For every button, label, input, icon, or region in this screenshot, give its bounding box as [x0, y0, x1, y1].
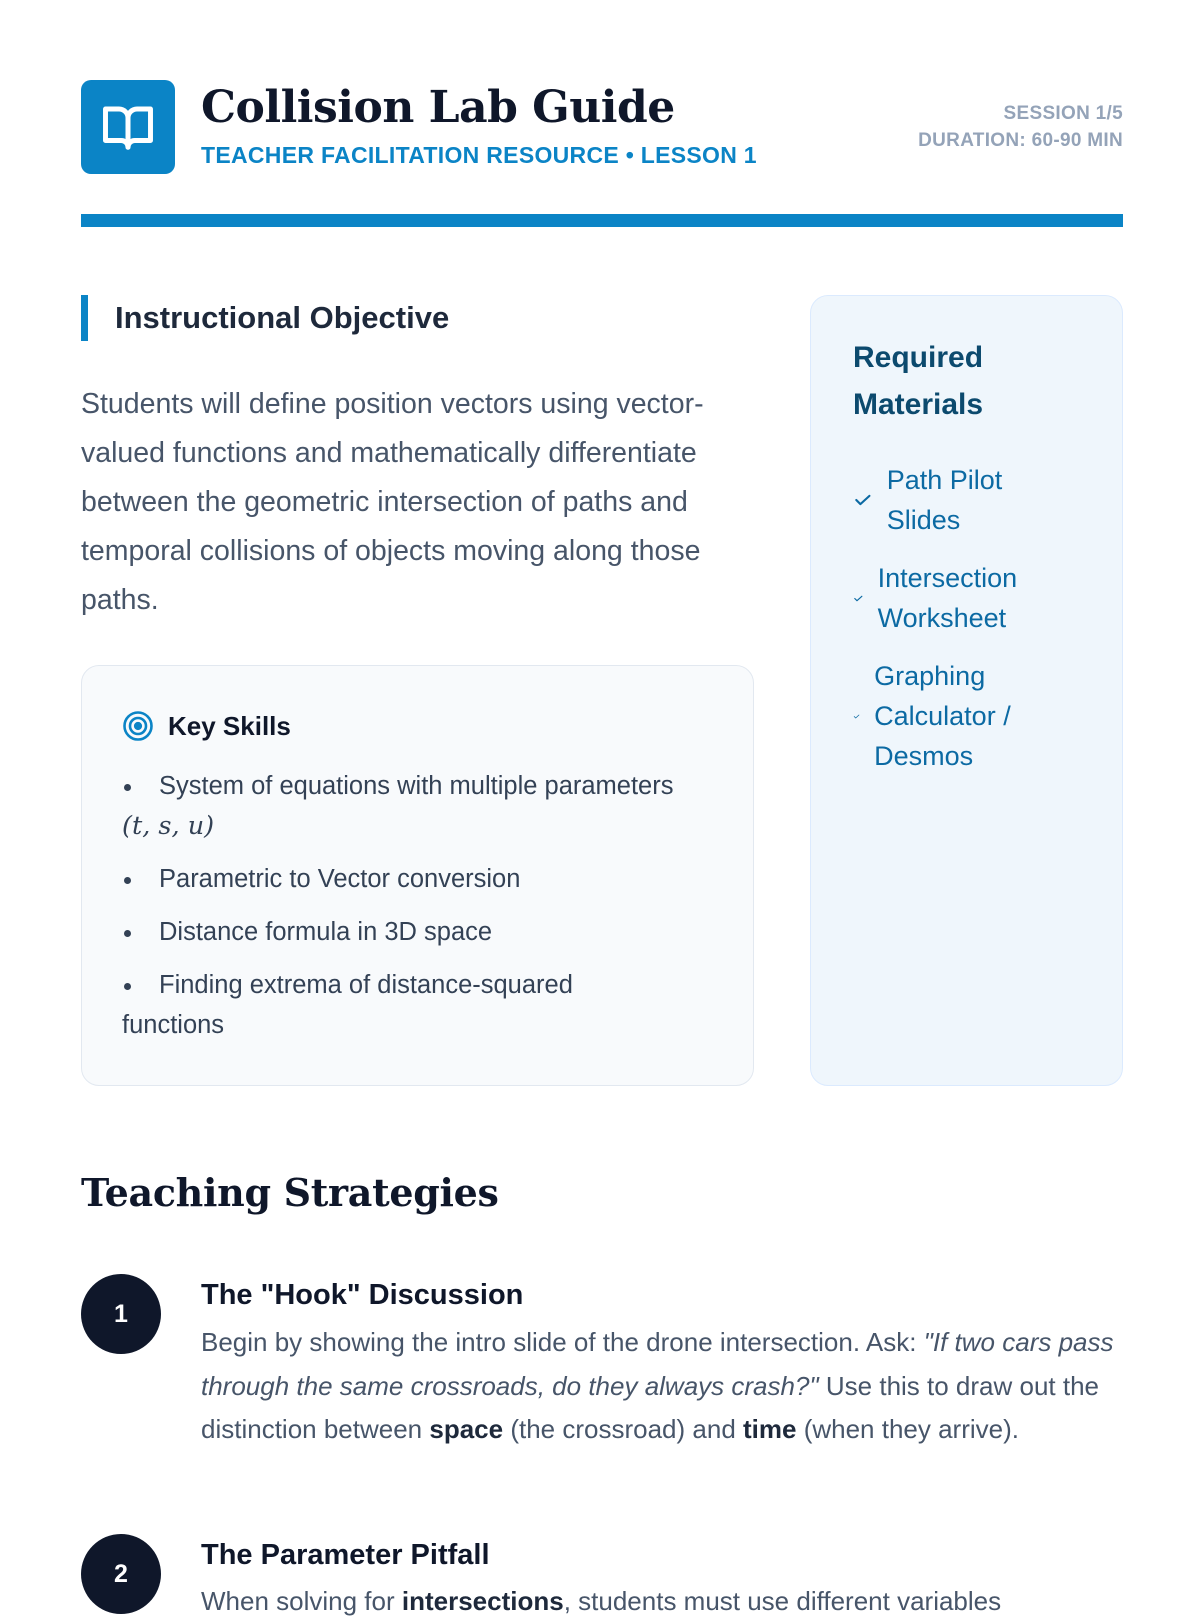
- skill-text: Distance formula in 3D space: [159, 918, 493, 946]
- list-item: [853, 460, 1063, 540]
- header-divider: [81, 214, 1123, 227]
- step-description: Begin by showing the intro slide of the drone intersection. Ask: "If two cars pass through the same crossroads, do they always crash?" Use this to draw out the distinction between space (the crossroad) and time (when they arrive).: [201, 1327, 1114, 1444]
- check-icon: [853, 489, 873, 511]
- objective-heading: Instructional Objective: [81, 295, 449, 341]
- target-icon: [122, 710, 154, 742]
- list-item: [122, 912, 682, 952]
- check-icon: [853, 591, 864, 606]
- page-title: Collision Lab Guide: [201, 82, 675, 133]
- key-skills-title: Key Skills: [168, 710, 291, 741]
- skill-text: Finding extrema of distance-squared functions: [122, 971, 573, 1039]
- list-item: [122, 965, 682, 1045]
- check-icon: [853, 710, 860, 723]
- skill-math: (t, s, u): [122, 811, 215, 841]
- skill-text: System of equations with multiple parameters: [159, 772, 674, 800]
- page-subtitle: TEACHER FACILITATION RESOURCE • LESSON 1: [201, 142, 757, 168]
- duration-label: DURATION: 60-90 MIN: [918, 130, 1123, 151]
- key-skills-card: [81, 665, 754, 1086]
- step-title: The "Hook" Discussion: [201, 1279, 524, 1311]
- step-number-badge: 1: [81, 1274, 161, 1354]
- material-label: Path Pilot Slides: [886, 465, 1003, 535]
- list-item: [122, 859, 682, 899]
- materials-title: Required Materials: [853, 341, 984, 421]
- step-title: The Parameter Pitfall: [201, 1539, 490, 1571]
- material-label: Intersection Worksheet: [877, 563, 1018, 633]
- materials-panel: [810, 295, 1123, 1086]
- step-description: When solving for intersections, students must use different variables: [201, 1586, 1002, 1616]
- strategies-title: Teaching Strategies: [81, 1170, 499, 1215]
- book-open-icon: [101, 100, 155, 154]
- list-item: [853, 558, 1073, 638]
- logo: [81, 80, 175, 174]
- session-info: [918, 100, 1123, 154]
- key-skills-list: [122, 766, 682, 1058]
- material-label: Graphing Calculator / Desmos: [874, 661, 1011, 771]
- page-header: [81, 80, 1123, 180]
- key-skills-header: [122, 710, 291, 742]
- list-item: [122, 766, 682, 846]
- skill-text: Parametric to Vector conversion: [159, 865, 521, 893]
- step-number-badge: 2: [81, 1534, 161, 1614]
- list-item: [853, 656, 1073, 776]
- session-label: SESSION 1/5: [1003, 103, 1123, 124]
- objective-text: Students will define position vectors using vector-valued functions and mathematically differentiate between the geometric intersection of paths and temporal collisions of objects moving along those paths.: [81, 388, 704, 616]
